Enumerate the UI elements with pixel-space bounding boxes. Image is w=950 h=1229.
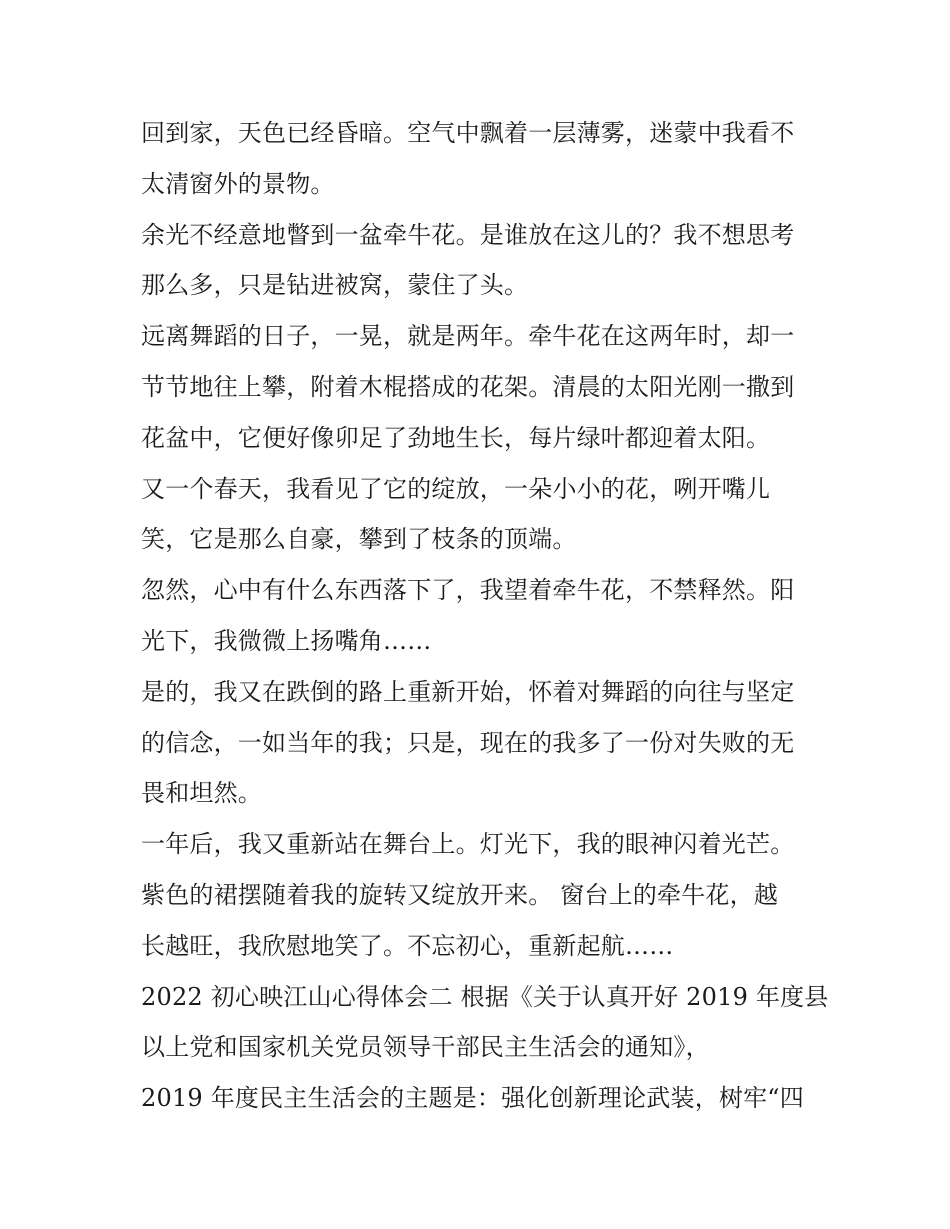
text-line: 一年后，我又重新站在舞台上。灯光下，我的眼神闪着光芒。	[141, 830, 795, 859]
text-line: 2019 年度民主生活会的主题是：强化创新理论武装，树牢“四	[141, 1084, 804, 1113]
document-body	[141, 108, 829, 1124]
text-line: 又一个春天，我看见了它的绽放，一朵小小的花，咧开嘴儿	[141, 474, 771, 503]
text-line: 是的，我又在跌倒的路上重新开始，怀着对舞蹈的向往与坚定	[141, 677, 795, 706]
text-line: 的信念，一如当年的我；只是，现在的我多了一份对失败的无	[141, 728, 795, 757]
text-line: 余光不经意地瞥到一盆牵牛花。是谁放在这儿的？我不想思考	[141, 220, 795, 249]
text-line: 花盆中，它便好像卯足了劲地生长，每片绿叶都迎着太阳。	[141, 423, 771, 452]
text-line: 回到家，天色已经昏暗。空气中飘着一层薄雾，迷蒙中我看不	[141, 119, 795, 147]
text-line: 笑，它是那么自豪，攀到了枝条的顶端。	[141, 525, 577, 554]
text-line: 远离舞蹈的日子，一晃，就是两年。牵牛花在这两年时，却一	[141, 322, 795, 351]
text-line: 忽然，心中有什么东西落下了，我望着牵牛花，不禁释然。阳	[141, 576, 795, 605]
text-line: 太清窗外的景物。	[141, 169, 335, 198]
text-line: 光下，我微微上扬嘴角……	[141, 626, 432, 655]
text-line: 以上党和国家机关党员领导干部民主生活会的通知》，	[141, 1033, 710, 1062]
text-line: 长越旺，我欣慰地笑了。不忘初心，重新起航……	[141, 931, 674, 960]
text-line: 畏和坦然。	[141, 779, 262, 808]
text-line: 紫色的裙摆随着我的旋转又绽放开来。 窗台上的牵牛花，越	[141, 880, 779, 909]
text-line: 2022 初心映江山心得体会二 根据《关于认真开好 2019 年度县	[141, 982, 829, 1011]
text-line: 那么多，只是钻进被窝，蒙住了头。	[141, 271, 529, 300]
text-line: 节节地往上攀，附着木棍搭成的花架。清晨的太阳光刚一撒到	[141, 372, 795, 401]
